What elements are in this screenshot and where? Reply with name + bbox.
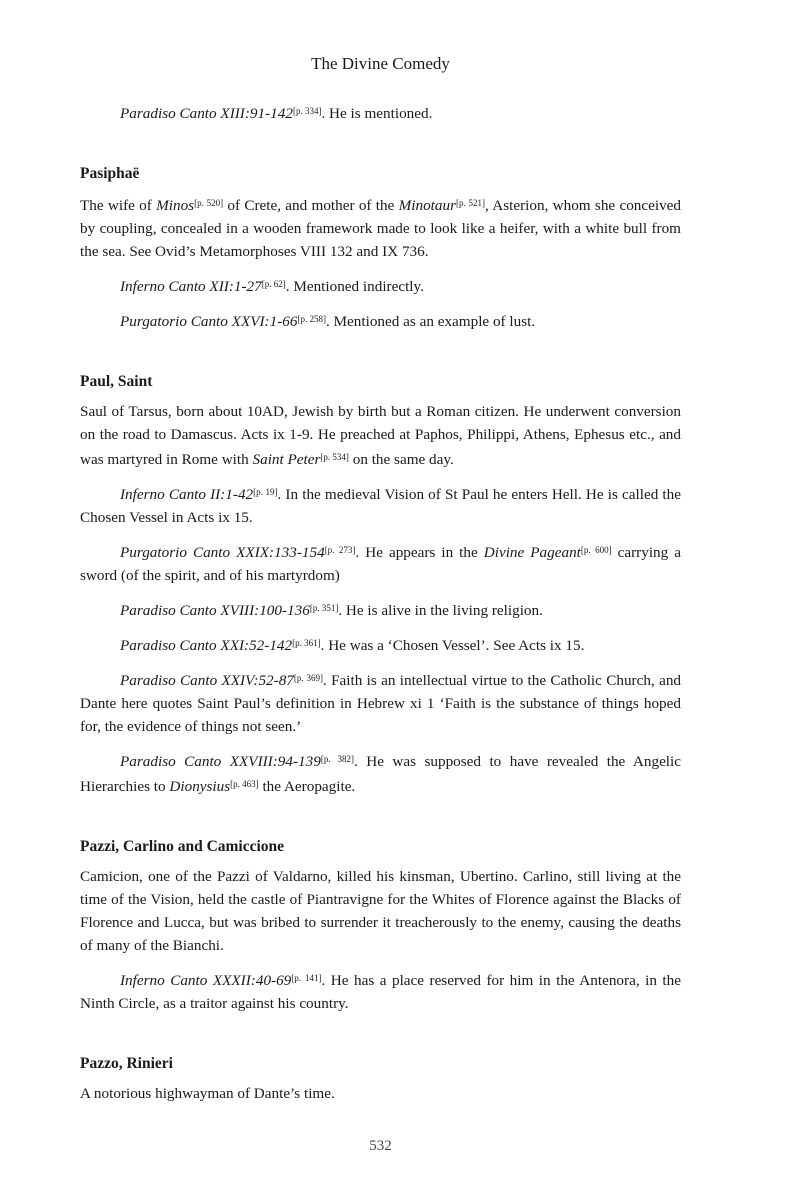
canto-reference: Inferno Canto XII:1-27[p. 62]. Mentioned indirectly. xyxy=(120,278,424,295)
canto-reference: Paradiso Canto XXVIII:94-139[p. 382]. He was supposed to have revealed the Angelic Hierarchies to Dionysius[p. 463] the Aeropagite. xyxy=(80,753,681,795)
page-ref: [p. 273] xyxy=(324,545,356,555)
page-ref: [p. 520] xyxy=(194,198,224,208)
page-number: 532 xyxy=(369,1138,392,1154)
canto-reference: Purgatorio Canto XXIX:133-154[p. 273]. He appears in the Divine Pageant[p. 600] carrying a sword (of the spirit, and of his martyrdom) xyxy=(80,544,681,584)
cross-ref-link[interactable]: Saint Peter xyxy=(252,451,321,468)
cross-ref-link[interactable]: Minotaur xyxy=(398,197,457,214)
canto-reference: Inferno Canto XXXII:40-69[p. 141]. He has a place reserved for him in the Antenora, in the Ninth Circle, as a traitor against his country. xyxy=(80,972,681,1012)
entry-heading: Pazzi, Carlino and Camiccione xyxy=(80,838,285,855)
entry-description: Camicion, one of the Pazzi of Valdarno, killed his kinsman, Ubertino. Carlino, still living at the time of the Vision, held the castle of Piantravigne for the Whites of Florence against the Blacks of Florence and Lucca, but was bribed to surrender it treacherously to the enemy, causing the deaths of many of the Bianchi. xyxy=(80,868,681,954)
canto-reference: Paradiso Canto XVIII:100-136[p. 351]. He is alive in the living religion. xyxy=(120,602,543,619)
running-header: The Divine Comedy xyxy=(311,54,450,73)
canto-link[interactable]: Inferno Canto XII:1-27 xyxy=(120,278,262,295)
canto-link[interactable]: Paradiso Canto XVIII:100-136 xyxy=(120,602,310,619)
entry-description: The wife of Minos[p. 520] of Crete, and mother of the Minotaur[p. 521], Asterion, whom she conceived by coupling, concealed in a wooden framework made to look like a heifer, with a white bull from the sea. See Ovid’s Metamorphoses VIII 132 and IX 736. xyxy=(80,197,682,260)
entry-paul-saint xyxy=(80,373,681,798)
entry-description: A notorious highwayman of Dante’s time. xyxy=(80,1085,335,1102)
canto-link[interactable]: Purgatorio Canto XXVI:1-66 xyxy=(120,313,298,330)
entry-pasiphae xyxy=(80,165,681,333)
page-content xyxy=(80,100,681,1115)
page-ref: [p. 19] xyxy=(253,487,278,497)
page-ref: [p. 600] xyxy=(580,545,612,555)
page-ref: [p. 62] xyxy=(261,279,286,289)
canto-link[interactable]: Inferno Canto II:1-42 xyxy=(120,486,254,503)
page-ref: [p. 534] xyxy=(320,452,349,462)
canto-link[interactable]: Paradiso Canto XXVIII:94-139 xyxy=(120,753,321,770)
canto-reference: Paradiso Canto XXIV:52-87[p. 369]. Faith is an intellectual virtue to the Catholic Church, and Dante here quotes Saint Paul’s definition in Hebrew xi 1 ‘Faith is the substance of things hoped for, the evidence of things not seen.’ xyxy=(80,672,682,735)
carryover-reference: Paradiso Canto XIII:91-142[p. 334]. He is mentioned. xyxy=(120,105,433,122)
cross-ref-link[interactable]: Divine Pageant xyxy=(483,544,581,561)
canto-reference: Paradiso Canto XXI:52-142[p. 361]. He was a ‘Chosen Vessel’. See Acts ix 15. xyxy=(120,637,585,654)
entry-description: Saul of Tarsus, born about 10AD, Jewish by birth but a Roman citizen. He underwent conversion on the road to Damascus. Acts ix 1-9. He preached at Paphos, Philippi, Athens, Ephesus etc., and was martyred in Rome with Saint Peter[p. 534] on the same day. xyxy=(80,403,681,468)
page-ref: [p. 334] xyxy=(292,106,322,116)
entry-heading: Paul, Saint xyxy=(80,373,153,390)
entry-pazzi xyxy=(80,838,681,1015)
canto-link[interactable]: Purgatorio Canto XXIX:133-154 xyxy=(120,544,325,561)
canto-link[interactable]: Paradiso Canto XIII:91-142 xyxy=(120,105,293,122)
canto-link[interactable]: Paradiso Canto XXIV:52-87 xyxy=(120,672,294,689)
page-ref: [p. 382] xyxy=(320,754,354,764)
page-ref: [p. 141] xyxy=(291,973,322,983)
document-page xyxy=(80,0,681,1200)
entry-heading: Pasiphaë xyxy=(80,165,140,182)
entry-pazzo xyxy=(80,1055,681,1105)
page-ref: [p. 369] xyxy=(293,673,323,683)
page-ref: [p. 521] xyxy=(456,198,486,208)
page-ref: [p. 463] xyxy=(230,779,259,789)
page-ref: [p. 258] xyxy=(297,314,326,324)
page-ref: [p. 361] xyxy=(292,638,321,648)
cross-ref-link[interactable]: Dionysius xyxy=(169,778,231,795)
canto-reference: Inferno Canto II:1-42[p. 19]. In the medieval Vision of St Paul he enters Hell. He is called the Chosen Vessel in Acts ix 15. xyxy=(80,486,681,526)
cross-ref-link[interactable]: Minos xyxy=(156,197,195,214)
page-ref: [p. 351] xyxy=(309,603,339,613)
canto-reference: Purgatorio Canto XXVI:1-66[p. 258]. Mentioned as an example of lust. xyxy=(120,313,536,330)
canto-link[interactable]: Paradiso Canto XXI:52-142 xyxy=(120,637,293,654)
entry-heading: Pazzo, Rinieri xyxy=(80,1055,173,1072)
canto-link[interactable]: Inferno Canto XXXII:40-69 xyxy=(120,972,292,989)
